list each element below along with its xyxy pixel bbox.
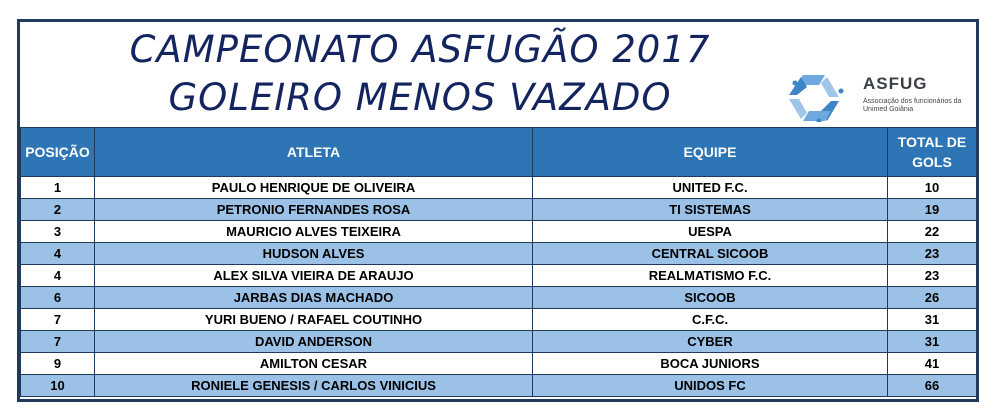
cell-equipe: TI SISTEMAS: [533, 199, 888, 221]
cell-total-gols: 23: [888, 265, 977, 287]
ranking-table: [20, 127, 977, 397]
cell-total-gols: 22: [888, 221, 977, 243]
cell-total-gols: 41: [888, 353, 977, 375]
cell-posicao: 6: [21, 287, 95, 309]
cell-equipe: CYBER: [533, 331, 888, 353]
table-body: [21, 177, 977, 397]
cell-total-gols: 31: [888, 309, 977, 331]
cell-equipe: UESPA: [533, 221, 888, 243]
cell-posicao: 4: [21, 265, 95, 287]
table-row: [21, 265, 977, 287]
table-row: [21, 199, 977, 221]
logo-subtitle: Associação dos funcionários da Unimed Goiânia: [863, 98, 962, 113]
cell-atleta: PETRONIO FERNANDES ROSA: [95, 199, 533, 221]
table-row: [21, 309, 977, 331]
cell-total-gols: 66: [888, 375, 977, 397]
table-row: [21, 287, 977, 309]
table-row: [21, 243, 977, 265]
cell-atleta: JARBAS DIAS MACHADO: [95, 287, 533, 309]
table-row: [21, 331, 977, 353]
title-line-1: CAMPEONATO ASFUGÃO 2017: [129, 28, 711, 71]
table-row: [21, 375, 977, 397]
cell-total-gols: 10: [888, 177, 977, 199]
column-header-equipe: EQUIPE: [533, 128, 888, 177]
table-row: [21, 177, 977, 199]
cell-atleta: MAURICIO ALVES TEIXEIRA: [95, 221, 533, 243]
cell-total-gols: 31: [888, 331, 977, 353]
column-header-atleta: ATLETA: [95, 128, 533, 177]
cell-posicao: 1: [21, 177, 95, 199]
cell-posicao: 7: [21, 309, 95, 331]
asfug-logo: [777, 70, 987, 122]
cell-equipe: BOCA JUNIORS: [533, 353, 888, 375]
cell-equipe: SICOOB: [533, 287, 888, 309]
cell-atleta: AMILTON CESAR: [95, 353, 533, 375]
cell-posicao: 2: [21, 199, 95, 221]
asfug-logo-icon: [777, 70, 857, 122]
logo-text: ASFUG: [863, 74, 928, 93]
column-header-total-gols-label: TOTAL DE GOLS: [897, 134, 967, 170]
table-row: [21, 353, 977, 375]
cell-atleta: YURI BUENO / RAFAEL COUTINHO: [95, 309, 533, 331]
cell-equipe: CENTRAL SICOOB: [533, 243, 888, 265]
cell-atleta: ALEX SILVA VIEIRA DE ARAUJO: [95, 265, 533, 287]
column-header-total-gols: [888, 128, 977, 177]
ranking-sheet: [17, 19, 979, 402]
cell-posicao: 3: [21, 221, 95, 243]
cell-equipe: REALMATISMO F.C.: [533, 265, 888, 287]
cell-posicao: 10: [21, 375, 95, 397]
cell-posicao: 7: [21, 331, 95, 353]
table-row: [21, 221, 977, 243]
table-header-row: [21, 128, 977, 177]
cell-posicao: 4: [21, 243, 95, 265]
cell-total-gols: 23: [888, 243, 977, 265]
cell-equipe: UNIDOS FC: [533, 375, 888, 397]
cell-atleta: HUDSON ALVES: [95, 243, 533, 265]
sheet-header: [20, 22, 976, 127]
title-line-2: GOLEIRO MENOS VAZADO: [168, 76, 672, 119]
cell-atleta: PAULO HENRIQUE DE OLIVEIRA: [95, 177, 533, 199]
cell-atleta: DAVID ANDERSON: [95, 331, 533, 353]
cell-total-gols: 26: [888, 287, 977, 309]
column-header-posicao: POSIÇÃO: [21, 128, 95, 177]
cell-equipe: UNITED F.C.: [533, 177, 888, 199]
cell-total-gols: 19: [888, 199, 977, 221]
cell-atleta: RONIELE GENESIS / CARLOS VINICIUS: [95, 375, 533, 397]
cell-posicao: 9: [21, 353, 95, 375]
cell-equipe: C.F.C.: [533, 309, 888, 331]
